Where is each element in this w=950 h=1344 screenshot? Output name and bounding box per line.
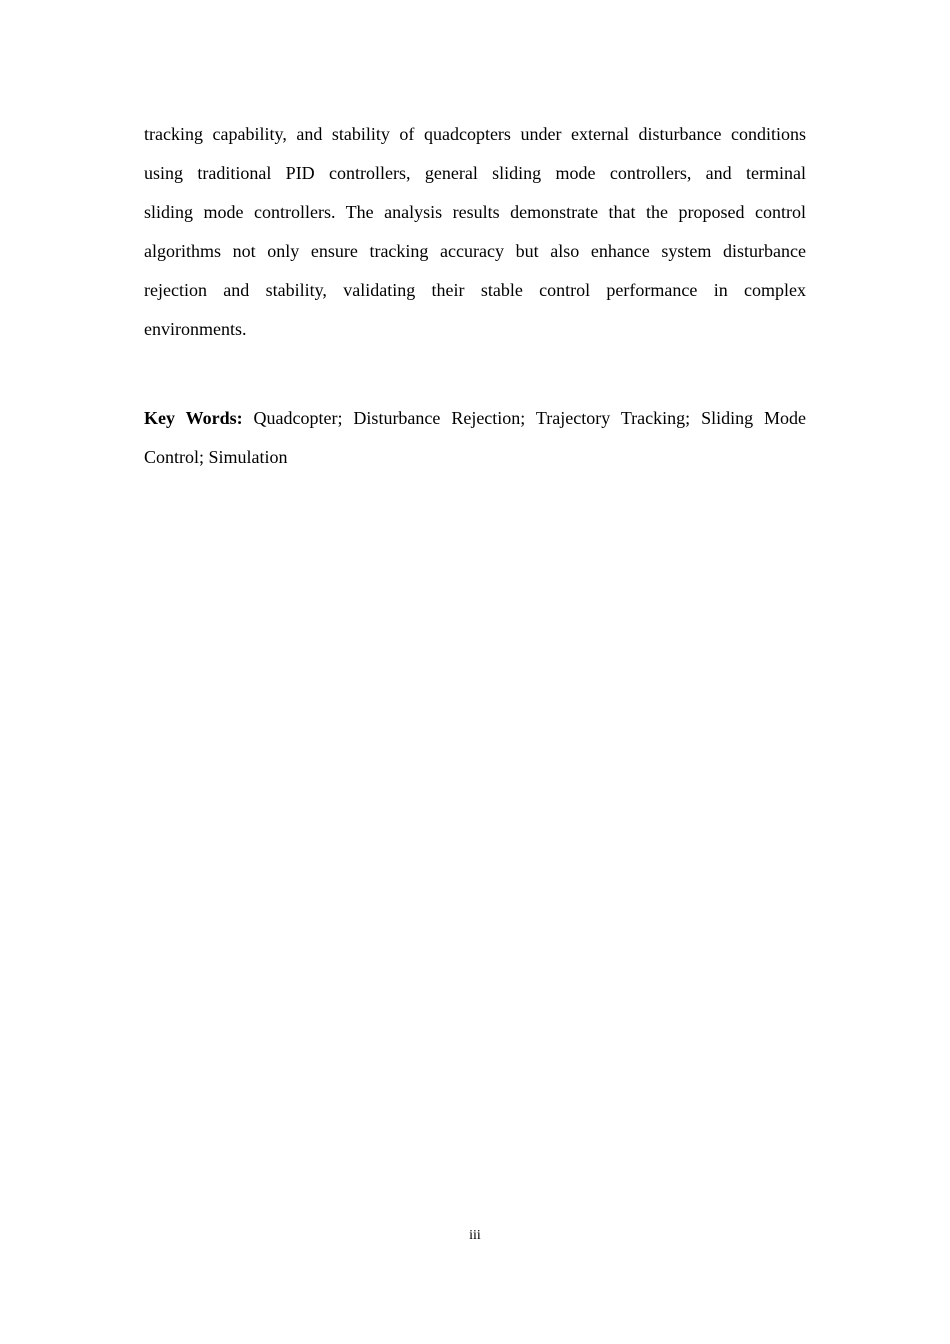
keywords-line (144, 399, 806, 438)
abstract-line: sliding mode controllers. The analysis results demonstrate that the proposed control (144, 202, 806, 222)
abstract-line: environments. (144, 319, 247, 339)
page-number: iii (469, 1228, 481, 1243)
keywords-label: Key Words: (144, 408, 243, 428)
abstract-paragraph (144, 115, 806, 349)
abstract-line: algorithms not only ensure tracking accuracy but also enhance system disturbance (144, 241, 806, 261)
keywords-line-continuation: Control; Simulation (144, 447, 288, 467)
abstract-line: tracking capability, and stability of quadcopters under external disturbance conditions (144, 124, 806, 144)
abstract-line: using traditional PID controllers, general sliding mode controllers, and terminal (144, 163, 806, 183)
abstract-line: rejection and stability, validating their stable control performance in complex (144, 280, 806, 300)
keywords-text: Quadcopter; Disturbance Rejection; Trajectory Tracking; Sliding Mode (253, 408, 807, 428)
keywords-section (144, 399, 806, 477)
